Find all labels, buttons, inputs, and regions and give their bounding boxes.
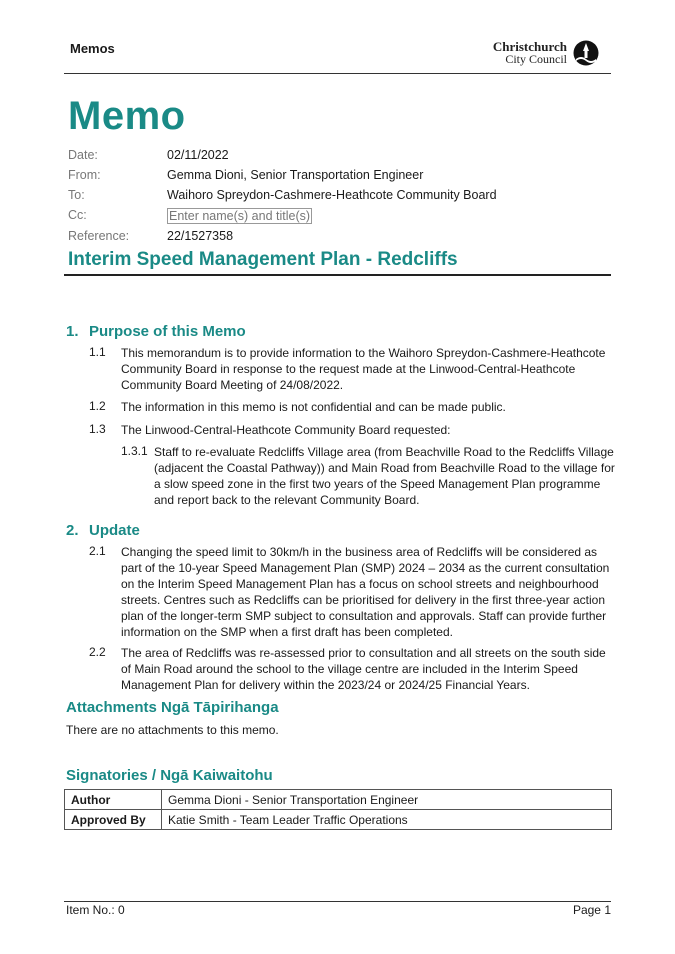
paragraph-text: The area of Redcliffs was re-assessed prior to consultation and all streets on the south side of Main Road around the school to the village centre are included in the Interim Speed Management Plan for delivery within the 2023/24 or 2024/25 Financial Years. <box>121 646 606 692</box>
person-cell: Gemma Dioni - Senior Transportation Engineer <box>162 790 612 810</box>
paragraph-text: Changing the speed limit to 30km/h in the business area of Redcliffs will be considered as part of the 10-year Speed Management Plan (SMP) 2024 – 2034 as the current consultation on the Interim Speed Management Plan has a focus on school streets and neighbourhood streets. Centres such as Redcliffs can be prioritised for delivery in the first three-year action plan of the longer-term SMP subject to consultation and approvals. Staff can provide further information on the SMP when a first draft has been completed. <box>121 545 610 639</box>
attachments-text: There are no attachments to this memo. <box>66 723 279 737</box>
paragraph-number: 2.2 <box>89 645 106 659</box>
from-value: Gemma Dioni, Senior Transportation Engineer <box>167 168 424 182</box>
role-cell: Author <box>65 790 162 810</box>
title-divider <box>64 274 611 276</box>
logo-line1: Christchurch <box>492 39 567 54</box>
paragraph-text: The information in this memo is not confidential and can be made public. <box>121 400 506 414</box>
person-cell: Katie Smith - Team Leader Traffic Operations <box>162 810 612 830</box>
paragraph-text: This memorandum is to provide information to the Waihoro Spreydon-Cashmere-Heathcote Community Board in response to the request made at the Linwood-Central-Heathcote Community Board Meeting of 24/08/2022. <box>121 346 606 392</box>
section-label: Purpose of this Memo <box>89 323 246 340</box>
date-value: 02/11/2022 <box>167 148 229 162</box>
subparagraph-text: Staff to re-evaluate Redcliffs Village area (from Beachville Road to the Redcliffs Village (adjacent the Coastal Pathway)) and Main Road from Beachville Road to the village for a slow speed zone in the first two years of the Speed Management Plan programme and report back to the relevant Community Board. <box>154 445 615 507</box>
signatories-heading: Signatories / Ngā Kaiwaitohu <box>66 767 273 784</box>
footer-item-number: Item No.: 0 <box>66 903 125 917</box>
footer-divider <box>64 901 611 902</box>
to-label: To: <box>68 188 85 202</box>
section-number: 1. <box>66 323 79 340</box>
to-value: Waihoro Spreydon-Cashmere-Heathcote Community Board <box>167 188 497 202</box>
table-row <box>65 790 612 810</box>
cc-label: Cc: <box>68 208 87 222</box>
paragraph-text: The Linwood-Central-Heathcote Community Board requested: <box>121 423 451 437</box>
paragraph-number: 1.2 <box>89 399 106 413</box>
header-divider <box>64 73 611 74</box>
reference-value: 22/1527358 <box>167 229 234 243</box>
memo-title: Memo <box>68 94 186 138</box>
signatories-table <box>64 789 612 830</box>
cathedral-logo-icon <box>573 40 599 66</box>
from-label: From: <box>68 168 101 182</box>
cc-field[interactable]: Enter name(s) and title(s) <box>169 209 311 223</box>
role-cell: Approved By <box>65 810 162 830</box>
council-logo <box>489 40 599 72</box>
section-label: Update <box>89 522 140 539</box>
table-row <box>65 810 612 830</box>
subparagraph-number: 1.3.1 <box>121 444 148 458</box>
date-label: Date: <box>68 148 98 162</box>
attachments-heading: Attachments Ngā Tāpirihanga <box>66 699 279 716</box>
reference-label: Reference: <box>68 229 130 243</box>
paragraph-number: 1.3 <box>89 422 106 436</box>
section-number: 2. <box>66 522 79 539</box>
logo-line2: City Council <box>505 52 567 66</box>
footer-page-number: Page 1 <box>572 903 611 917</box>
header-section-title: Memos <box>70 41 115 56</box>
paragraph-number: 2.1 <box>89 544 106 558</box>
paragraph-number: 1.1 <box>89 345 106 359</box>
memo-subject-title: Interim Speed Management Plan - Redcliffs <box>68 249 458 270</box>
